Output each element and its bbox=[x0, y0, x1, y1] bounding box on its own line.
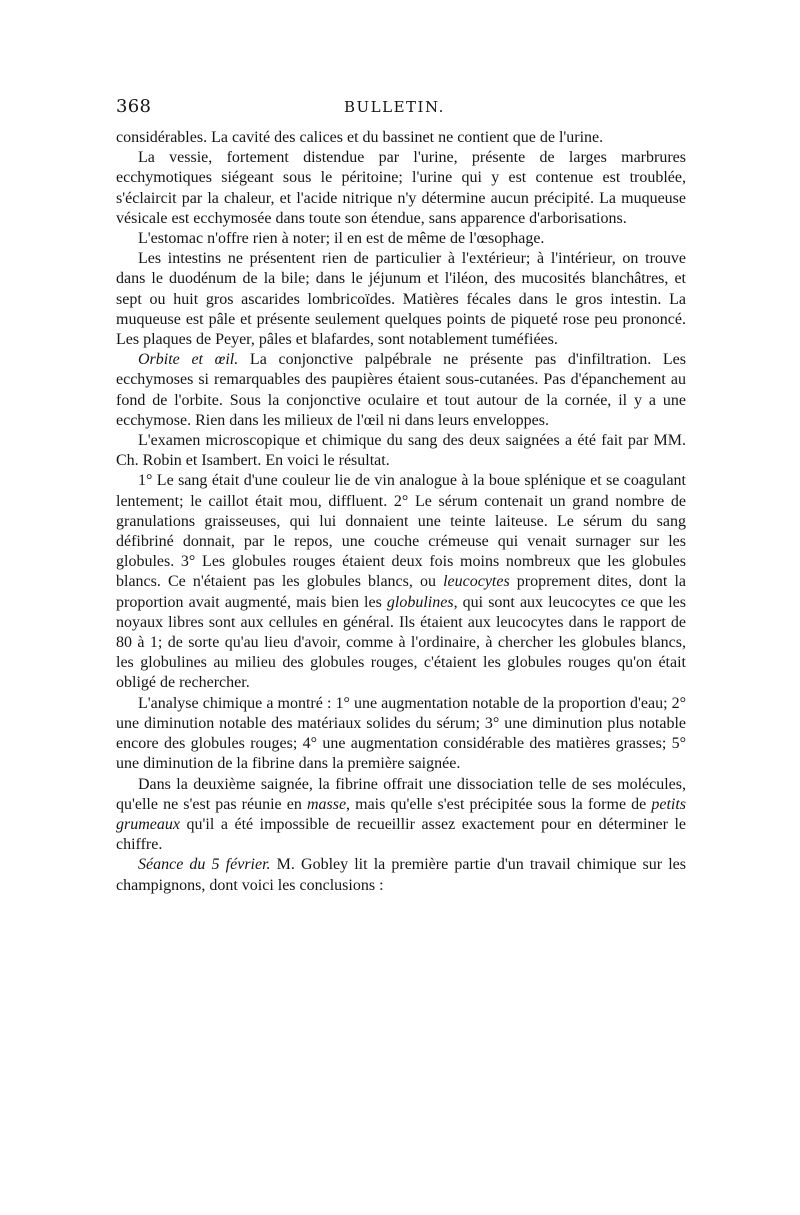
paragraph: Les intestins ne présentent rien de particulier à l'extérieur; à l'intérieur, on trouve dans le duodénum de la bile; dans le jéjunum et l'iléon, des mucosités blanchâtres, et sept ou huit gros ascarides lombricoïdes. Matières fécales dans le gros intestin. La muqueuse est pâle et présente seulement quelques points de piqueté rose peu prononcé. Les plaques de Peyer, pâles et blafardes, sont notablement tuméfiées. bbox=[116, 250, 686, 349]
paragraph bbox=[116, 350, 686, 431]
paragraph bbox=[116, 471, 686, 693]
section-heading: Séance du 5 février. bbox=[138, 856, 271, 874]
paragraph-text: Dans la deuxième saignée, la fibrine offrait une dissociation telle de ses molécules, qu'elle ne s'est pas réunie en bbox=[116, 775, 686, 813]
book-page bbox=[116, 96, 686, 896]
paragraph: considérables. La cavité des calices et du bassinet ne contient que de l'urine. bbox=[116, 129, 604, 146]
page-number: 368 bbox=[116, 96, 152, 117]
body-text bbox=[116, 128, 686, 896]
italic-term: globulines bbox=[386, 593, 454, 611]
paragraph: L'analyse chimique a montré : 1° une augmentation notable de la proportion d'eau; 2° une diminution notable des matériaux solides du sérum; 3° une diminution plus notable encore des globules rouges; 4° une augmentation considérable des matières grasses; 5° une diminution de la fibrine dans la première saignée. bbox=[116, 694, 686, 773]
paragraph-text: 1° Le sang était d'une couleur lie de vin analogue à la boue splénique et se coagulant lentement; le caillot était mou, diffluent. 2° Le sérum contenait un grand nombre de granulations graisseuses, qui lui donnaient une teinte laiteuse. Le sérum du sang défibriné donnait, par le repos, une couche crémeuse qui venait surnager sur les globules. 3° Les globules rouges étaient deux fois moins nombreux que les globules blancs. Ce n'étaient pas les globules blancs, ou bbox=[116, 472, 686, 591]
italic-term: masse bbox=[306, 795, 347, 813]
running-head: BULLETIN. bbox=[344, 98, 445, 116]
italic-term: petits grumeaux bbox=[116, 795, 687, 833]
paragraph: La vessie, fortement distendue par l'urine, présente de larges marbrures ecchymotiques siégeant sous le péritoine; l'urine qui y est contenue est troublée, s'éclaircit par la chaleur, et l'acide nitrique n'y détermine aucun précipité. La muqueuse vésicale est ecchymosée dans toute son étendue, sans apparence d'arborisations. bbox=[116, 149, 686, 227]
italic-term: leucocytes bbox=[443, 573, 510, 591]
paragraph-text: La conjonctive palpébrale ne présente pas d'infiltration. Les ecchymoses si remarquables des paupières étaient sous-cutanées. Pas d'épanchement au fond de l'orbite. Sous la conjonctive oculaire et tout autour de la cornée, il y a une ecchymose. Rien dans les milieux de l'œil ni dans leurs enveloppes. bbox=[116, 351, 686, 429]
paragraph bbox=[116, 855, 686, 895]
paragraph-text: , qui sont aux leucocytes ce que les noyaux libres sont aux cellules en général. Ils étaient aux leucocytes dans le rapport de 80 à 1; de sorte qu'au lieu d'avoir, comme à l'ordinaire, à chercher les globules blancs, les globulines au milieu des globules rouges, c'étaient les globules rouges qu'on était obligé de rechercher. bbox=[116, 593, 687, 692]
paragraph: L'examen microscopique et chimique du sang des deux saignées a été fait par MM. Ch. Robin et Isambert. En voici le résultat. bbox=[116, 432, 686, 470]
section-heading: Orbite et œil. bbox=[138, 351, 239, 369]
page-header bbox=[116, 96, 686, 120]
paragraph-text: proprement dites, dont la proportion avait augmenté, mais bien les bbox=[116, 573, 686, 611]
paragraph: L'estomac n'offre rien à noter; il en est de même de l'œsophage. bbox=[138, 230, 545, 248]
paragraph-text: M. Gobley lit la première partie d'un travail chimique sur les champignons, dont voici les conclusions : bbox=[116, 856, 686, 894]
paragraph-text: qu'il a été impossible de recueillir assez exactement pour en déterminer le chiffre. bbox=[116, 815, 686, 854]
paragraph bbox=[116, 775, 686, 856]
paragraph-text: , mais qu'elle s'est précipitée sous la forme de bbox=[346, 795, 652, 813]
